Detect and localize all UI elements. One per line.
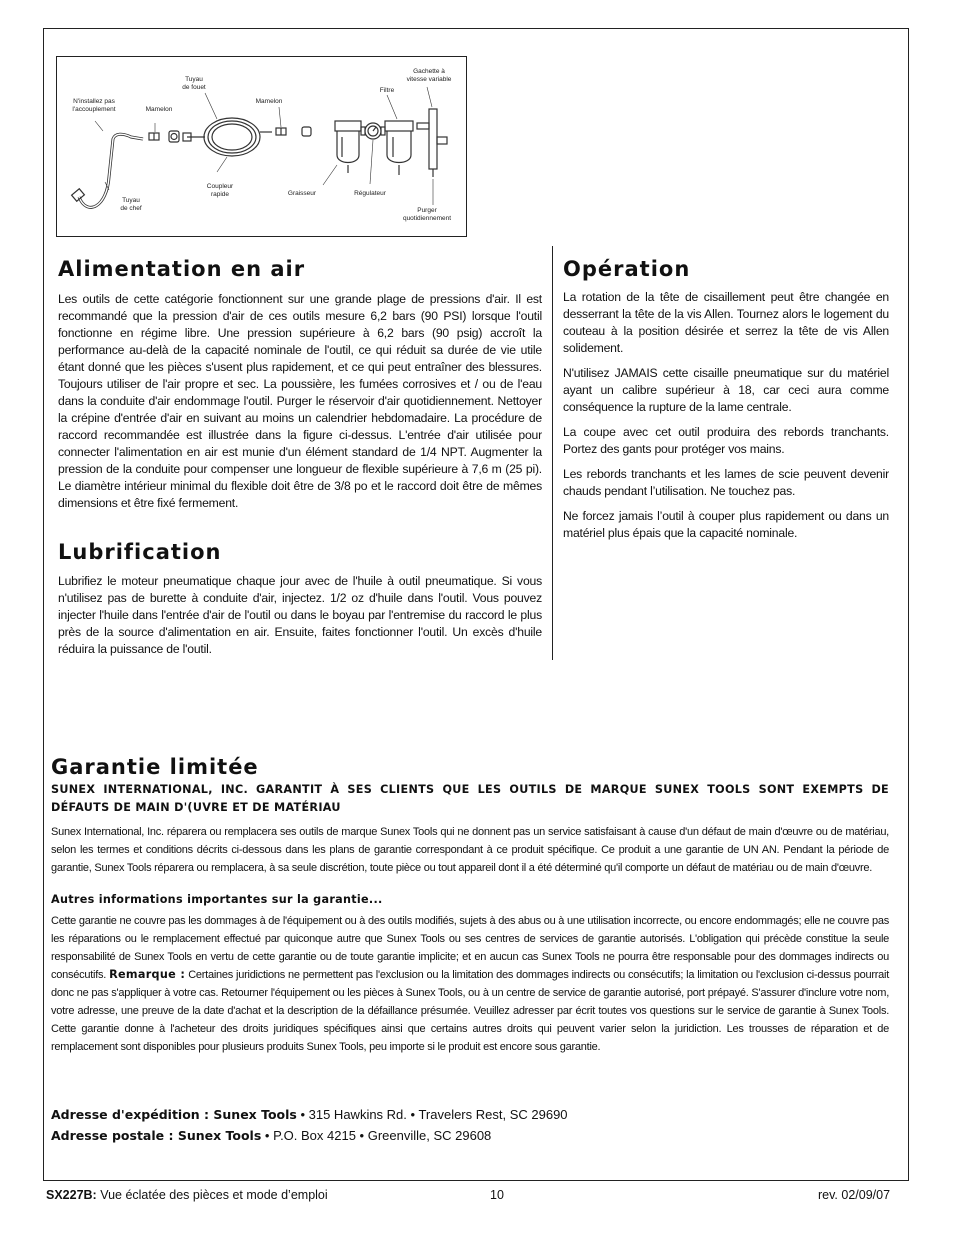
footer-title [46,1188,328,1202]
air-supply-paragraph: Les outils de cette catégorie fonctionnent sur une grande plage de pressions d'air. Il est recommandé que la pression d'air de ces outils mesure 6,2 bars (90 PSI) lorsque l'outil fonctionne en régime libre. Une pression supérieure à 6,2 bars (90 psig) accroît la performance au-delà de la capacité nominale de l'outil, ce qui réduit sa durée de vie utile étant donné que les pièces s'usent plus rapidement, et ce qui peut entraîner des blessures. Toujours utiliser de l'air propre et sec. La poussière, les fumées corrosives et / ou de l'eau dans la conduite d'air endommage l'outil. Purger le réservoir d'air quotidiennement. Nettoyer la crépine d'entrée d'air en suivant au moins un calendrier hebdomadaire. La procédure de raccord recommandée est illustrée dans la figure ci-dessus. L'entrée d'air utilisée pour connecter l'alimentation en air est munie d'un élément standard de 1/4 NPT. Augmenter la pression de la conduite pour compenser une longueur de flexible supérieure à 7,6 m (25 pi). Le diamètre intérieur minimal du flexible doit être de 3/8 po et le raccord doit être de mêmes dimensions et être fixé fermement. [58,292,542,510]
footer-model: SX227B: [46,1188,97,1202]
operation-paragraph-2: N'utilisez JAMAIS cette cisaille pneumatique sur du matériel ayant un calibre supérieur à 18, car ceci aura comme conséquence la rupture de la lame centrale. [563,366,889,414]
label-oiler: Graisseur [287,190,317,197]
label-drain-daily: Purger quotidiennement [402,207,452,222]
operation-paragraph-1: La rotation de la tête de cisaillement peut être changée en desserrant la tête de la vis Allen. Tournez alors le logement du couteau à la position désirée et serrez la tête de vis Allen solidement. [563,290,889,355]
lubrication-paragraph: Lubrifiez le moteur pneumatique chaque jour avec de l'huile à outil pneumatique. Si vous n'utilisez pas de burette à conduite d'air, injectez. 1/2 oz d'huile dans l'outil. Vous pouvez injecter l'huile dans l'entrée d'air de l'outil ou dans le boyau par l'entremise du raccord le plus près de la source d'alimentation en air. Ensuite, faites fonctionner l'outil. Un excès d'huile réduira la puissance de l'outil. [58,574,542,656]
warranty-other-info-heading: Autres informations importantes sur la garantie... [51,893,383,906]
air-supply-heading: Alimentation en air [58,257,306,281]
warranty-note-label: Remarque : [109,968,186,981]
operation-paragraph-5: Ne forcez jamais l’outil à couper plus rapidement ou dans un matériel plus épais que la capacité nominale. [563,509,889,540]
label-variable-trigger: Gachette à vitesse variable [406,68,452,83]
lubrication-heading: Lubrification [58,540,222,564]
air-supply-diagram [56,56,467,237]
label-quick-coupler: Coupleur rapide [206,183,234,198]
operation-heading: Opération [563,257,691,281]
lubrication-text [58,573,542,666]
label-regulator: Régulateur [354,190,386,197]
mailing-address [51,1128,491,1143]
warranty-headline: SUNEX INTERNATIONAL, INC. GARANTIT À SES CLIENTS QUE LES OUTILS DE MARQUE SUNEX TOOLS SONT EXEMPTS DE DÉFAUTS DE MAIN D'(UVRE ET DE MATÉRIAU [51,783,889,814]
mailing-address-value: • P.O. Box 4215 • Greenville, SC 29608 [261,1128,492,1143]
shipping-address-label: Adresse d'expédition : Sunex Tools [51,1107,297,1122]
operation-text [563,289,889,550]
mailing-address-label: Adresse postale : Sunex Tools [51,1128,262,1143]
footer-page-number: 10 [490,1188,504,1202]
footer-description: Vue éclatée des pièces et mode d’emploi [96,1188,328,1202]
label-filter: Filtre [379,87,395,94]
operation-paragraph-3: La coupe avec cet outil produira des rebords tranchants. Portez des gants pour protéger vos mains. [563,425,889,456]
shipping-address [51,1107,568,1122]
label-nipple-left: Mamelon [145,106,173,113]
warranty-para-1: Sunex International, Inc. réparera ou remplacera ses outils de marque Sunex Tools qui ne donnent pas un service satisfaisant à cause d'un défaut de main d'œuvre ou de matériau, selon les termes et conditions décrits ci-dessous dans les plans de garantie correspondant à ce produit spécifique. Ce produit a une garantie de UN AN. Pendant la période de garantie, Sunex Tools réparera ou remplacera, à sa seule discrétion, toute pièce ou tout appareil dont il a été déterminé qu'il comporte un défaut de matériau ou de main d'œuvre. [51,826,889,874]
footer-revision: rev. 02/09/07 [818,1188,891,1202]
label-no-coupler: N'installez pas l'accouplement [72,98,116,113]
shipping-address-value: • 315 Hawkins Rd. • Travelers Rest, SC 29690 [296,1107,568,1122]
air-supply-text [58,291,542,520]
label-whip-hose: Tuyau de fouet [182,76,206,91]
column-divider [552,246,553,660]
warranty-para-2 [51,912,889,1056]
warranty-note-text: Certaines juridictions ne permettent pas l'exclusion ou la limitation des dommages indirects ou consécutifs; la limitation ou l'exclusion ci-dessus pourrait donc ne pas s'appliquer à votre cas. Retourner l'équipement ou les pièces à Sunex Tools, ou à un centre de service de garantie autorisé, port prépayé. S'assurer d'inclure votre nom, votre adresse, une preuve de la date d'achat et la description de la défaillance présumée. Veuillez adresser par écrit toutes vos questions sur le service de garantie à Sunex Tools. Cette garantie donne à l'acheteur des droits juridiques spécifiques ainsi que certains autres droits qui peuvent varier selon la juridiction. Les trousses de réparation et de remplacement sont disponibles pour plusieurs produits Sunex Tools, peu importe si le produit est encore sous garantie. [51,969,890,1053]
warranty-exclusions-text: Cette garantie ne couvre pas les dommages à de l'équipement ou à des outils modifiés, sujets à des abus ou à une utilisation incorrecte, ou encore endommagés; elle ne couvre pas les réparations ou le remplacement effectué par quiconque autre que Sunex Tools ou ses centres de services de garantie autorisés. L'obligation qui précède constitue la seule responsabilité de Sunex Tools en vertu de cette garantie ou de toute garantie implicite; et en aucun cas Sunex Tools ne pourra être responsable pour des dommages indirects ou consécutifs. [51,915,889,981]
label-leader-hose: Tuyau de chef [120,197,142,212]
warranty-heading: Garantie limitée [51,755,259,779]
operation-paragraph-4: Les rebords tranchants et les lames de scie peuvent devenir chauds pendant l’utilisation. Ne touchez pas. [563,467,889,498]
label-nipple-right: Mamelon [255,98,283,105]
